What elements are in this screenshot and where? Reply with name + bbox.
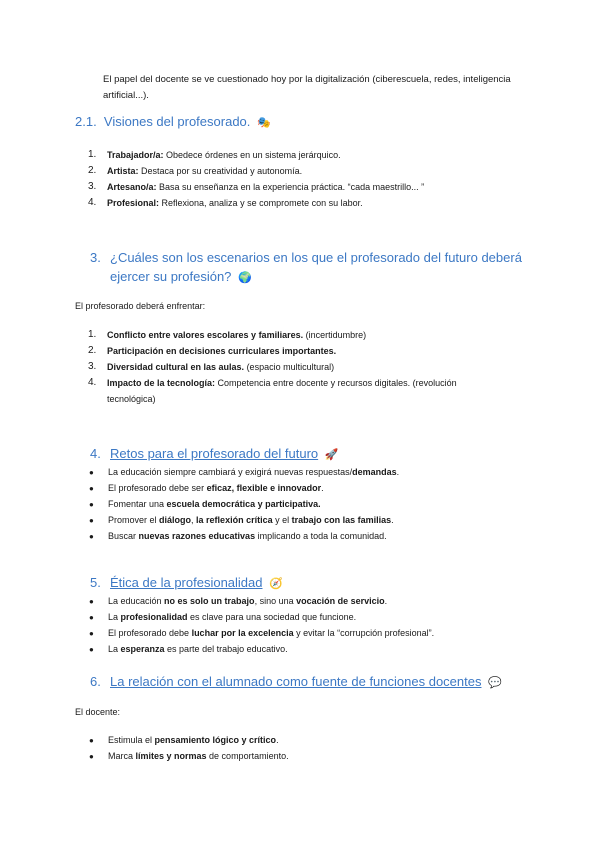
list-item: ● La profesionalidad es clave para una sociedad que funcione. bbox=[88, 609, 434, 625]
heading-text: Visiones del profesorado. bbox=[103, 114, 251, 129]
heading-number: 4. bbox=[90, 446, 101, 461]
relacion-list bbox=[88, 732, 289, 764]
heading-number: 3. bbox=[90, 250, 101, 265]
list-item: 3. Diversidad cultural en las aulas. (espacio multicultural) bbox=[88, 361, 335, 372]
heading-relacion bbox=[90, 672, 502, 693]
speech-bubble-icon: 💬 bbox=[488, 677, 502, 689]
list-item: ● Marca límites y normas de comportamiento. bbox=[88, 748, 289, 764]
list-item: 2. Artista: Destaca por su creatividad y autonomía. bbox=[88, 165, 303, 176]
list-item: ● Promover el diálogo, la reflexión crítica y el trabajo con las familias. bbox=[88, 512, 399, 528]
list-item: ● Estimula el pensamiento lógico y crítico. bbox=[88, 732, 289, 748]
bullet-icon: ● bbox=[89, 484, 94, 493]
bullet-icon: ● bbox=[89, 500, 94, 509]
bullet-icon: ● bbox=[89, 613, 94, 622]
heading-etica bbox=[90, 573, 283, 594]
bullet-icon: ● bbox=[89, 597, 94, 606]
bullet-icon: ● bbox=[89, 516, 94, 525]
bullet-icon: ● bbox=[89, 736, 94, 745]
list-item: ● Buscar nuevas razones educativas implicando a toda la comunidad. bbox=[88, 528, 399, 544]
retos-list bbox=[88, 464, 399, 544]
relacion-lead: El docente: bbox=[75, 707, 121, 717]
compass-icon: 🧭 bbox=[269, 578, 283, 590]
list-item: ● La educación siempre cambiará y exigirá nuevas respuestas/demandas. bbox=[88, 464, 399, 480]
heading-visiones bbox=[75, 114, 271, 129]
etica-list bbox=[88, 593, 434, 657]
list-item: ● La educación no es solo un trabajo, sino una vocación de servicio. bbox=[88, 593, 434, 609]
list-item: ● Fomentar una escuela democrática y participativa. bbox=[88, 496, 399, 512]
heading-escenarios bbox=[90, 248, 530, 288]
theater-masks-icon: 🎭 bbox=[257, 117, 271, 129]
bullet-icon: ● bbox=[89, 468, 94, 477]
globe-icon: 🌍 bbox=[238, 272, 252, 284]
visiones-list bbox=[88, 147, 424, 211]
escenarios-lead: El profesorado deberá enfrentar: bbox=[75, 301, 206, 311]
list-item: 2. Participación en decisiones curriculares importantes. bbox=[88, 345, 337, 356]
heading-number: 5. bbox=[90, 575, 101, 590]
heading-retos bbox=[90, 444, 338, 465]
list-item: ● El profesorado debe luchar por la excelencia y evitar la “corrupción profesional”. bbox=[88, 625, 434, 641]
list-item: 4. Profesional: Reflexiona, analiza y se compromete con su labor. bbox=[88, 197, 363, 208]
rocket-icon: 🚀 bbox=[324, 449, 339, 461]
heading-number: 2.1. bbox=[75, 114, 97, 129]
heading-text: Ética de la profesionalidad bbox=[110, 575, 263, 590]
bullet-icon: ● bbox=[89, 629, 94, 638]
list-item: 1. Trabajador/a: Obedece órdenes en un sistema jerárquico. bbox=[88, 149, 341, 160]
heading-text: La relación con el alumnado como fuente de funciones docentes bbox=[110, 674, 482, 689]
list-item: 1. Conflicto entre valores escolares y familiares. (incertidumbre) bbox=[88, 329, 367, 340]
bullet-icon: ● bbox=[89, 752, 94, 761]
heading-text-line1: ¿Cuáles son los escenarios en los que el profesorado del futuro deberá bbox=[110, 250, 522, 265]
list-item: ● La esperanza es parte del trabajo educativo. bbox=[88, 641, 434, 657]
bullet-icon: ● bbox=[89, 645, 94, 654]
heading-number: 6. bbox=[90, 674, 101, 689]
heading-text: Retos para el profesorado del futuro bbox=[110, 446, 319, 461]
escenarios-list bbox=[88, 327, 498, 407]
intro-paragraph: El papel del docente se ve cuestionado hoy por la digitalización (ciberescuela, redes, inteligencia artificial...). bbox=[103, 74, 511, 101]
list-item: ● El profesorado debe ser eficaz, flexible e innovador. bbox=[88, 480, 399, 496]
list-item: 3. Artesano/a: Basa su enseñanza en la experiencia práctica. “cada maestrillo... ” bbox=[88, 181, 425, 192]
list-item: 4. Impacto de la tecnología: Competencia entre docente y recursos digitales. (revolución tecnológica) bbox=[88, 377, 457, 404]
bullet-icon: ● bbox=[89, 532, 94, 541]
heading-text-line2: ejercer su profesión? bbox=[110, 269, 232, 284]
